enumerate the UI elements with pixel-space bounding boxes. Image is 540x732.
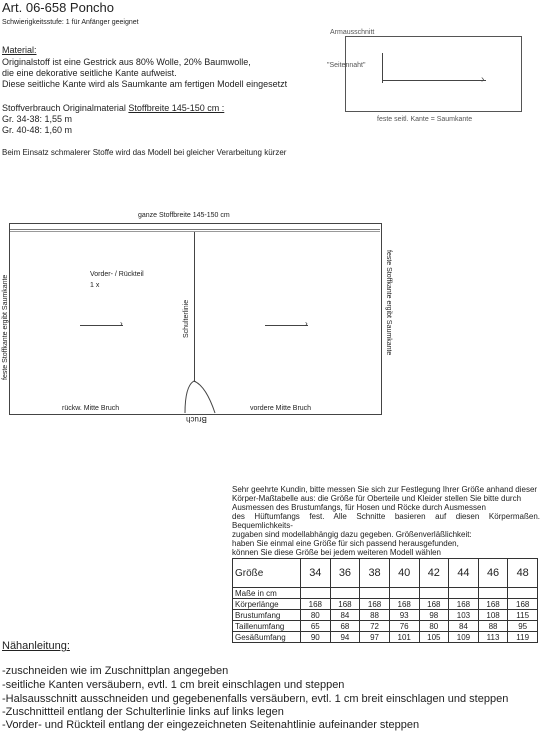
size-cell: 46 xyxy=(478,559,508,588)
consumption-heading xyxy=(2,103,224,113)
instruction-step: -Vorder- und Rückteil entlang der eingezeichneten Seitenahtlinie aufeinander steppen xyxy=(2,719,420,731)
right-edge-label: feste Stoffkante ergibt Saumkante xyxy=(385,250,392,356)
neckline-curve xyxy=(170,370,225,420)
fabric-width: Stoffbreite 145-150 cm : xyxy=(128,103,225,113)
consumption-hint: Beim Einsatz schmalerer Stoffe wird das Modell bei gleicher Verarbeitung kürzer xyxy=(2,148,287,157)
side-seam-label: "Seitennaht" xyxy=(327,62,366,69)
armhole-marker xyxy=(382,53,383,83)
selvage-line xyxy=(10,229,380,230)
table-row: Gesäßumfang 90 94 97 101 105 109 113 119 xyxy=(233,632,538,643)
size-cell: 44 xyxy=(449,559,479,588)
arrow-right-icon: › xyxy=(120,319,123,328)
size-header-label: Größe xyxy=(233,559,301,588)
consumption-prefix: Stoffverbrauch Originalmaterial xyxy=(2,103,129,113)
row-label: Taillenumfang xyxy=(233,621,301,632)
row-label: Körperlänge xyxy=(233,599,301,610)
instruction-step: -zuschneiden wie im Zuschnittplan angegeben xyxy=(2,665,229,677)
size-note-line: Ausmessen des Brustumfangs, für Hosen und Röcke durch Ausmessen xyxy=(232,503,486,512)
size-note-line: haben Sie einmal eine Größe für sich passend herausgefunden, xyxy=(232,539,459,548)
difficulty-level: Schwierigkeitsstufe: 1 für Anfänger geeignet xyxy=(2,19,139,26)
side-seam-line xyxy=(382,80,486,81)
table-row: Körperlänge 168 168 168 168 168 168 168 168 xyxy=(233,599,538,610)
arrow-right-icon: › xyxy=(305,319,308,328)
units-row xyxy=(233,588,538,599)
material-line: Diese seitliche Kante wird als Saumkante am fertigen Modell eingesetzt xyxy=(2,79,288,89)
size-cell: 38 xyxy=(360,559,390,588)
size-cell: 34 xyxy=(301,559,331,588)
arrow-right-icon: › xyxy=(481,74,485,85)
size-header-row xyxy=(233,559,538,588)
back-fold-label: rückw. Mitte Bruch xyxy=(62,405,120,412)
material-line: Originalstoff ist eine Gestrick aus 80% Wolle, 20% Baumwolle, xyxy=(2,57,251,67)
selvage-line xyxy=(10,231,380,232)
shoulder-line-label: Schulterlinie xyxy=(183,299,190,338)
page-title: Art. 06-658 Poncho xyxy=(2,0,115,15)
instruction-step: -seitliche Kanten versäubern, evtl. 1 cm breit einschlagen und steppen xyxy=(2,679,345,691)
consumption-row: Gr. 34-38: 1,55 m xyxy=(2,114,73,124)
size-note-line: können Sie diese Größe bei jedem weiteren Modell wählen xyxy=(232,548,442,557)
row-label: Gesäßumfang xyxy=(233,632,301,643)
grain-arrow xyxy=(80,325,123,326)
armhole-label: Armausschnitt xyxy=(330,29,375,36)
material-heading: Material: xyxy=(2,45,37,55)
grain-arrow xyxy=(265,325,308,326)
size-note-line: zugaben sind modellabhängig dazu gegeben. Größenverläßlichkeit: xyxy=(232,530,472,539)
units-label: Maße in cm xyxy=(233,588,301,599)
size-cell: 42 xyxy=(419,559,449,588)
left-edge-label: feste Stoffkante ergibt Saumkante xyxy=(2,274,9,380)
instructions-heading: Nähanleitung: xyxy=(2,640,70,652)
shoulder-line xyxy=(194,232,195,382)
size-note xyxy=(232,485,540,557)
instruction-step: -Halsausschnitt ausschneiden und gegebenenfalls versäubern, evtl. 1 cm breit einschlagen und steppen xyxy=(2,693,509,705)
size-note-line: Körper-Maßtabelle aus: die Größe für Oberteile und Kleider stellen Sie bitte durch xyxy=(232,494,522,503)
detail-frame xyxy=(345,36,522,112)
piece-count: 1 x xyxy=(90,282,100,289)
size-note-line: Sehr geehrte Kundin, bitte messen Sie sich zur Festlegung Ihrer Größe anhand dieser xyxy=(232,485,538,494)
table-row: Taillenumfang 65 68 72 76 80 84 88 95 xyxy=(233,621,538,632)
piece-label: Vorder- / Rückteil xyxy=(90,271,144,278)
fabric-width-label: ganze Stoffbreite 145-150 cm xyxy=(138,212,230,219)
front-fold-label: vordere Mitte Bruch xyxy=(250,405,312,412)
instruction-step: -Zuschnittteil entlang der Schulterlinie links auf links legen xyxy=(2,706,284,718)
row-label: Brustumfang xyxy=(233,610,301,621)
size-table xyxy=(232,558,538,643)
size-cell: 48 xyxy=(508,559,538,588)
table-row: Brustumfang 80 84 88 93 98 103 108 115 xyxy=(233,610,538,621)
detail-caption: feste seitl. Kante = Saumkante xyxy=(377,116,473,123)
material-line: die eine dekorative seitliche Kante aufweist. xyxy=(2,68,177,78)
fold-label: Bruch xyxy=(186,415,207,424)
size-cell: 36 xyxy=(330,559,360,588)
size-note-line: des Hüftumfangs fest. Alle Schnitte basieren auf diesen Körpermaßen. Bequemlichkeits- xyxy=(232,512,540,530)
size-cell: 40 xyxy=(389,559,419,588)
consumption-row: Gr. 40-48: 1,60 m xyxy=(2,125,73,135)
